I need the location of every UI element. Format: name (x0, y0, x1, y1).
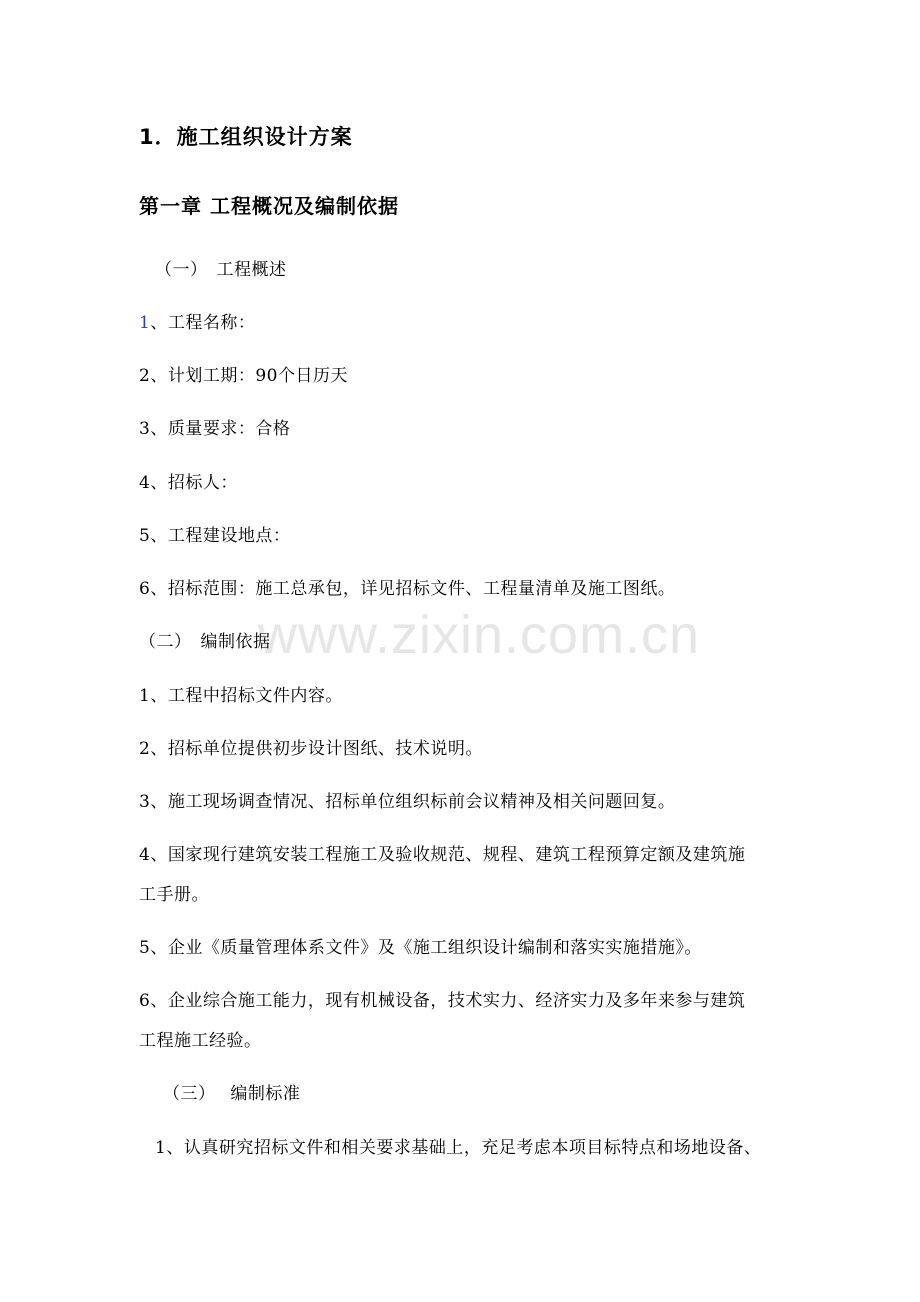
item-number: 1 (139, 313, 151, 333)
section-heading-basis: （二） 编制依据 (139, 632, 271, 652)
list-item: 2、招标单位提供初步设计图纸、技术说明。 (139, 739, 483, 759)
item-text: 、招标人： (150, 473, 238, 493)
section-heading-standard: （三） 编制标准 (163, 1084, 301, 1104)
item-number: 5 (139, 526, 151, 546)
item-text: 、质量要求：合格 (150, 419, 291, 439)
chapter-heading: 第一章 工程概况及编制依据 (139, 194, 399, 218)
list-item (139, 417, 290, 441)
item-text: 、工程名称： (150, 313, 256, 333)
list-item-continuation: 工手册。 (139, 885, 209, 905)
watermark: www.zixin.com.cn (258, 605, 701, 665)
list-item-continuation: 工程施工经验。 (139, 1031, 262, 1051)
list-item (139, 311, 255, 335)
list-item (139, 577, 675, 601)
list-item: 1、认真研究招标文件和相关要求基础上，充足考虑本项目标特点和场地设备、 (155, 1138, 762, 1158)
list-item (139, 524, 290, 548)
item-text: 、招标范围：施工总承包，详见招标文件、工程量清单及施工图纸。 (150, 579, 676, 599)
list-item: 3、施工现场调查情况、招标单位组织标前会议精神及相关问题回复。 (139, 792, 676, 812)
item-number: 3 (139, 419, 151, 439)
item-number: 6 (139, 579, 151, 599)
list-item: 4、国家现行建筑安装工程施工及验收规范、规程、建筑工程预算定额及建筑施 (139, 845, 746, 865)
list-item: 1、工程中招标文件内容。 (139, 686, 343, 706)
list-item (139, 471, 238, 495)
list-item: 6、企业综合施工能力，现有机械设备，技术实力、经济实力及多年来参与建筑 (139, 991, 746, 1011)
item-text: 、工程建设地点： (150, 526, 291, 546)
list-item (139, 364, 348, 388)
document-title: 1．施工组织设计方案 (139, 125, 353, 149)
list-item: 5、企业《质量管理体系文件》及《施工组织设计编制和落实实施措施》。 (139, 938, 702, 958)
item-number: 4 (139, 473, 151, 493)
item-number: 2 (139, 366, 151, 386)
item-text: 、计划工期：90个日历天 (150, 366, 348, 386)
section-heading-overview: （一） 工程概述 (155, 260, 287, 280)
